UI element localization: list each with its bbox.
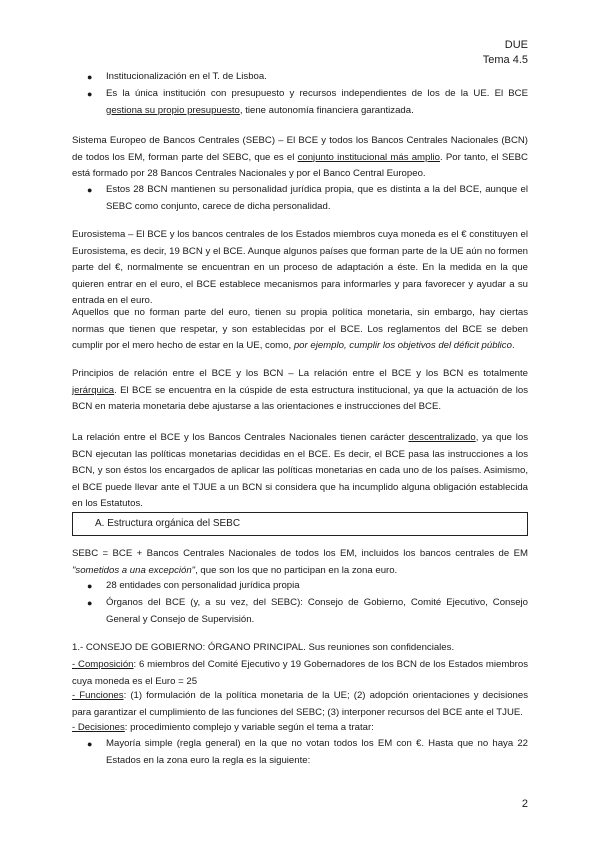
bullet-organos: Órganos del BCE (y, a su vez, del SEBC): Consejo de Gobierno, Comité Ejecutivo, Consejo General y Consejo de Supervisión. xyxy=(106,597,528,625)
paragraph-no-euro: Aquellos que no forman parte del euro, tienen su propia política monetaria, sin embargo, hay ciertas normas que tienen que respetar, y son establecidas por el BCE. Los reglamentos del BCE se deben cumplir por el mero hecho de estar en la UE, como, por ejemplo, cumplir los objetivos del déficit público. xyxy=(72,307,528,351)
bullet-icon: ● xyxy=(87,72,93,82)
consejo-funciones: - Funciones: (1) formulación de la política monetaria de la UE; (2) adopción orientaciones y decisiones para garantizar el cumplimiento de las funciones del SEBC; (3) interponer recursos del BCE ante el TJUE. xyxy=(72,690,528,718)
bullet-icon: ● xyxy=(87,739,93,749)
consejo-decisiones: - Decisiones: procedimiento complejo y variable según el tema a tratar: xyxy=(72,722,374,733)
bullet-icon: ● xyxy=(87,581,93,591)
paragraph-principios: Principios de relación entre el BCE y los BCN – La relación entre el BCE y los BCN es totalmente jerárquica. El BCE se encuentra en la cúspide de esta estructura institucional, ya que la actuación de los BCN en materia monetaria debe ajustarse a las orientaciones e instrucciones del BCE. xyxy=(72,368,528,412)
bullet-presupuesto: Es la única institución con presupuesto y recursos independientes de los de la UE. El BCE gestiona su propio presupuesto, tiene autonomía financiera garantizada. xyxy=(106,88,528,116)
paragraph-sebc: Sistema Europeo de Bancos Centrales (SEBC) – El BCE y todos los Bancos Centrales Nacionales (BCN) de todos los EM, forman parte del SEBC, que es el conjunto institucional más amplio. Por tanto, el SEBC está formado por 28 Bancos Centrales Nacionales y por el Banco Central Europeo. xyxy=(72,135,528,179)
page-number: 2 xyxy=(521,798,528,810)
bullet-lisboa: Institucionalización en el T. de Lisboa. xyxy=(106,71,267,82)
section-heading-box xyxy=(72,512,528,536)
paragraph-sebc-definition: SEBC = BCE + Bancos Centrales Nacionales de todos los EM, incluidos los bancos centrales de EM "sometidos a una excepción", que son los que no participan en la zona euro. xyxy=(72,548,528,576)
bullet-icon: ● xyxy=(87,598,93,608)
bullet-mayoria-simple: Mayoría simple (regla general) en la que no votan todos los EM con €. Hasta que no haya 22 Estados en la zona euro la regla es la siguiente: xyxy=(106,738,528,766)
bullet-icon: ● xyxy=(87,89,93,99)
header-topic: Tema 4.5 xyxy=(482,54,528,66)
consejo-title: 1.- CONSEJO DE GOBIERNO: ÓRGANO PRINCIPAL. Sus reuniones son confidenciales. xyxy=(72,642,455,653)
bullet-entidades: 28 entidades con personalidad jurídica propia xyxy=(106,580,300,591)
paragraph-eurosistema: Eurosistema – El BCE y los bancos centrales de los Estados miembros cuya moneda es el € constituyen el Eurosistema, es decir, 19 BCN y el BCE. Aunque algunos países que forman parte de la UE aún no formen parte del €, normalmente se encuentran en un proceso de adaptación a éste. En la medida en la que quieren entrar en el euro, el BCE establece mecanismos para informarles y para favorecer y ayudar a su entrada en el euro. xyxy=(72,229,528,306)
consejo-composicion: - Composición: 6 miembros del Comité Ejecutivo y 19 Gobernadores de los BCN de los Estados miembros cuya moneda es el Euro = 25 xyxy=(72,659,528,687)
section-heading: A. Estructura orgánica del SEBC xyxy=(95,518,241,529)
paragraph-relacion: La relación entre el BCE y los Bancos Centrales Nacionales tienen carácter descentralizado, ya que los BCN ejecutan las políticas monetarias decididas en el BCE. Es decir, el BCE pasa las instrucciones a los BCN, y son éstos los encargados de aplicar las políticas monetarias en cada uno de los países. Asimismo, el BCE puede llevar ante el TJUE a un BCN si considera que ha incumplido alguna obligación establecida en los Estatutos. xyxy=(72,432,528,509)
bullet-bcn-personalidad: Estos 28 BCN mantienen su personalidad jurídica propia, que es distinta a la del BCE, aunque el SEBC como conjunto, carece de dicha personalidad. xyxy=(106,184,528,212)
bullet-icon: ● xyxy=(87,185,93,195)
header-course: DUE xyxy=(504,39,528,51)
